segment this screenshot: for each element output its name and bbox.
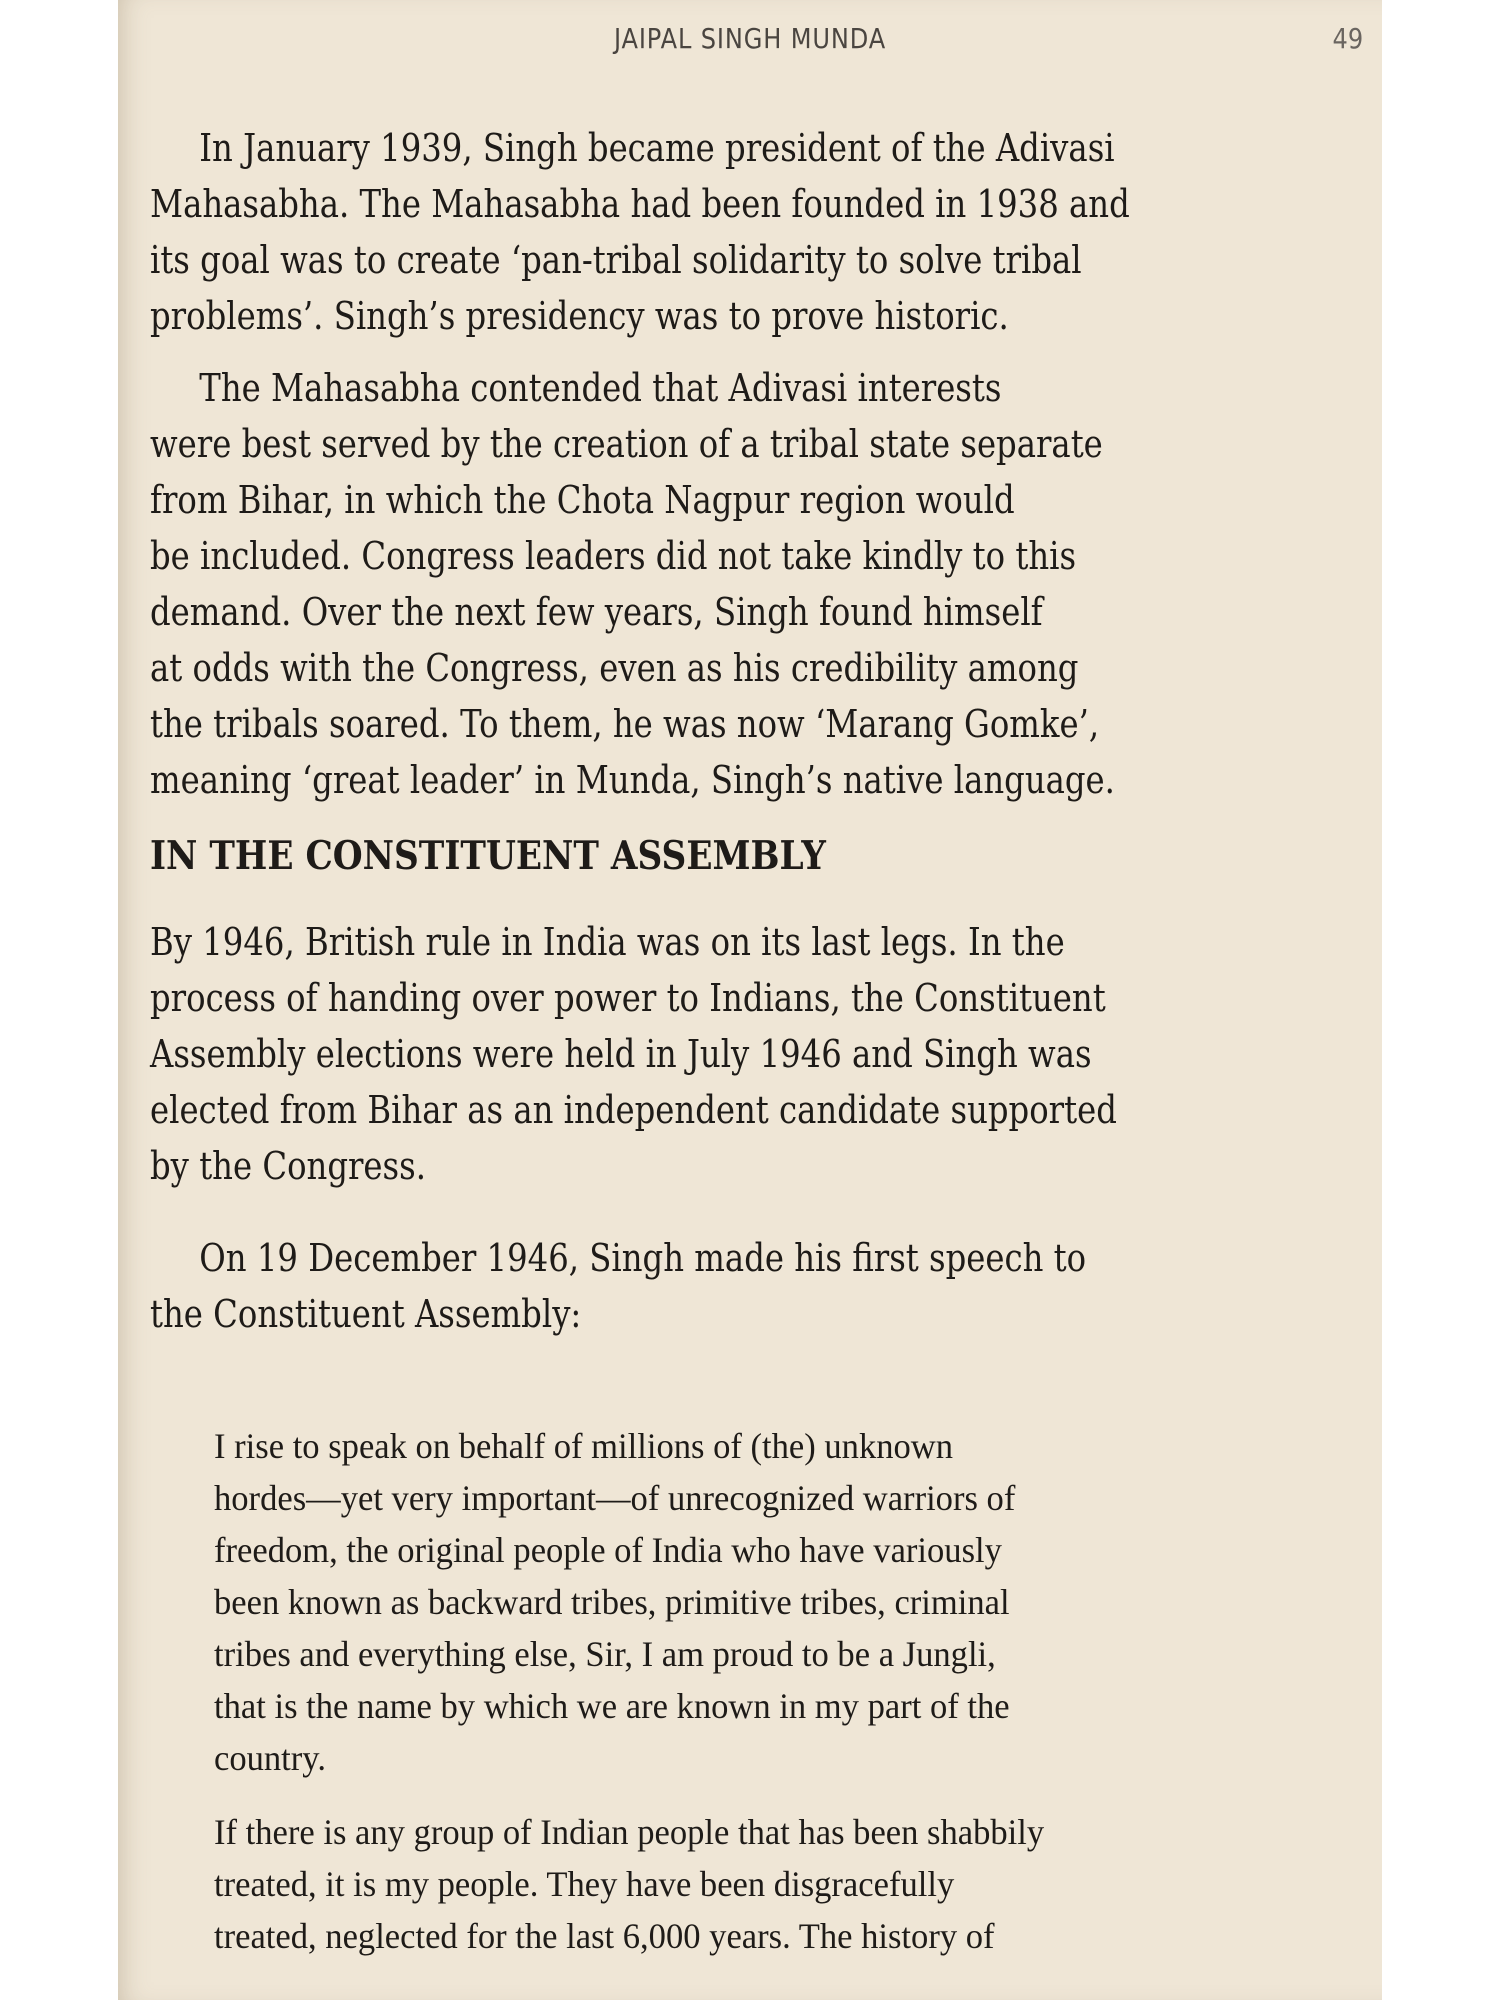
text-line: by the Congress. — [150, 1144, 426, 1188]
text-line: tribes and everything else, Sir, I am proud to be a Jungli, — [214, 1634, 996, 1674]
text-line: its goal was to create ‘pan-tribal solidarity to solve tribal — [150, 238, 1082, 282]
paragraph — [150, 914, 1382, 1194]
paragraph — [150, 120, 1382, 344]
text-line: The Mahasabha contended that Adivasi interests — [199, 366, 1002, 410]
text-line: meaning ‘great leader’ in Munda, Singh’s native language. — [150, 758, 1115, 802]
text-line: the Constituent Assembly: — [150, 1292, 582, 1336]
text-line: process of handing over power to Indians, the Constituent — [150, 976, 1106, 1020]
text-line: that is the name by which we are known in my part of the — [214, 1686, 1010, 1726]
text-line: were best served by the creation of a tribal state separate — [150, 422, 1103, 466]
text-line: Assembly elections were held in July 1946 and Singh was — [150, 1032, 1092, 1076]
quote-paragraph — [214, 1806, 1382, 1962]
paragraph — [150, 360, 1382, 808]
text-line: been known as backward tribes, primitive tribes, criminal — [214, 1582, 1010, 1622]
text-line: freedom, the original people of India who have variously — [214, 1530, 1002, 1570]
text-line: treated, neglected for the last 6,000 years. The history of — [214, 1916, 995, 1956]
text-line: On 19 December 1946, Singh made his first speech to — [199, 1236, 1087, 1280]
text-line: treated, it is my people. They have been disgracefully — [214, 1864, 955, 1904]
text-line: elected from Bihar as an independent candidate supported — [150, 1088, 1117, 1132]
text-line: from Bihar, in which the Chota Nagpur region would — [150, 478, 1015, 522]
block-quote — [214, 1420, 1314, 1962]
text-line: country. — [214, 1738, 326, 1778]
text-line: In January 1939, Singh became president of the Adivasi — [199, 126, 1115, 170]
text-line: By 1946, British rule in India was on its last legs. In the — [150, 920, 1065, 964]
text-line: Mahasabha. The Mahasabha had been founded in 1938 and — [150, 182, 1130, 226]
text-line: problems’. Singh’s presidency was to prove historic. — [150, 294, 1009, 338]
text-line: I rise to speak on behalf of millions of (the) unknown — [214, 1426, 954, 1466]
paragraph — [150, 1230, 1382, 1342]
running-head: JAIPAL SINGH MUNDA — [613, 22, 887, 55]
page-number: 49 — [1332, 22, 1364, 55]
section-heading: IN THE CONSTITUENT ASSEMBLY — [150, 833, 826, 879]
text-line: at odds with the Congress, even as his credibility among — [150, 646, 1079, 690]
text-line: the tribals soared. To them, he was now ‘Marang Gomke’, — [150, 702, 1100, 746]
body-text — [150, 120, 1382, 1342]
text-line: If there is any group of Indian people that has been shabbily — [214, 1812, 1045, 1852]
text-line: be included. Congress leaders did not take kindly to this — [150, 534, 1077, 578]
book-page — [118, 0, 1382, 2000]
text-line: hordes—yet very important—of unrecognized warriors of — [214, 1478, 1016, 1518]
text-line: demand. Over the next few years, Singh found himself — [150, 590, 1043, 634]
quote-paragraph — [214, 1420, 1382, 1784]
